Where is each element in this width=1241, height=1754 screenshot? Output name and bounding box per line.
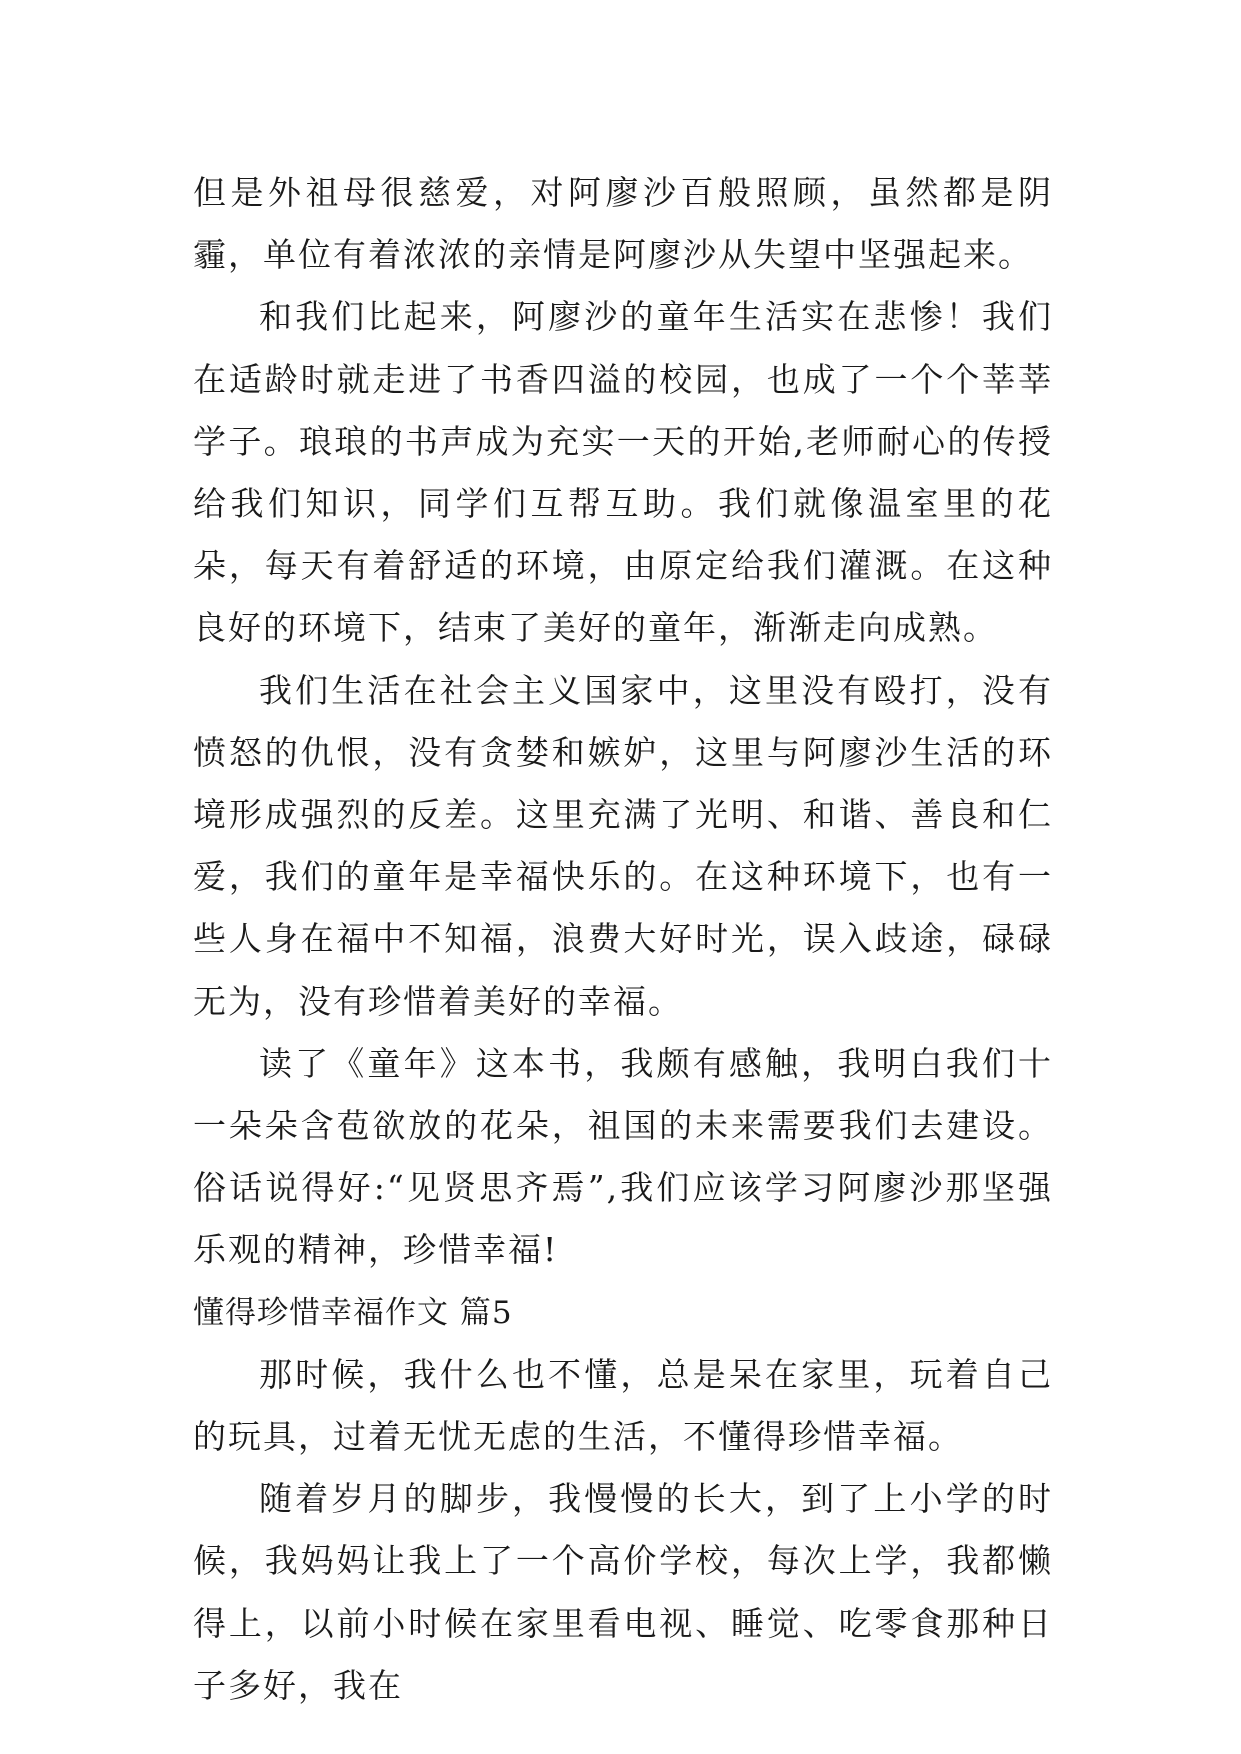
paragraph: 我们生活在社会主义国家中，这里没有殴打，没有愤怒的仇恨，没有贪婪和嫉妒，这里与阿廖沙生活的环境形成强烈的反差。这里充满了光明、和谐、善良和仁爱，我们的童年是幸福快乐的。在这种环境下，也有一些人身在福中不知福，浪费大好时光，误入歧途，碌碌无为，没有珍惜着美好的幸福。 [193, 670, 1053, 1021]
paragraph: 但是外祖母很慈爱，对阿廖沙百般照顾，虽然都是阴霾，单位有着浓浓的亲情是阿廖沙从失望中坚强起来。 [193, 173, 1053, 275]
paragraph: 随着岁月的脚步，我慢慢的长大，到了上小学的时候，我妈妈让我上了一个高价学校，每次上学，我都懒得上，以前小时候在家里看电视、睡觉、吃零食那种日子多好，我在 [193, 1479, 1053, 1705]
document-body [193, 162, 1053, 1717]
paragraph: 那时候，我什么也不懂，总是呆在家里，玩着自己的玩具，过着无忧无虑的生活，不懂得珍惜幸福。 [193, 1354, 1053, 1457]
paragraph: 读了《童年》这本书，我颇有感触，我明白我们十一朵朵含苞欲放的花朵，祖国的未来需要我们去建设。俗话说得好:“见贤思齐焉”,我们应该学习阿廖沙那坚强乐观的精神，珍惜幸福! [193, 1043, 1053, 1270]
section-heading: 懂得珍惜幸福作文 篇5 [193, 1294, 513, 1331]
paragraph: 和我们比起来，阿廖沙的童年生活实在悲惨！我们在适龄时就走进了书香四溢的校园，也成了一个个莘莘学子。琅琅的书声成为充实一天的开始,老师耐心的传授给我们知识，同学们互帮互助。我们就像温室里的花朵，每天有着舒适的环境，由原定给我们灌溉。在这种良好的环境下，结束了美好的童年，渐渐走向成熟。 [193, 297, 1053, 648]
